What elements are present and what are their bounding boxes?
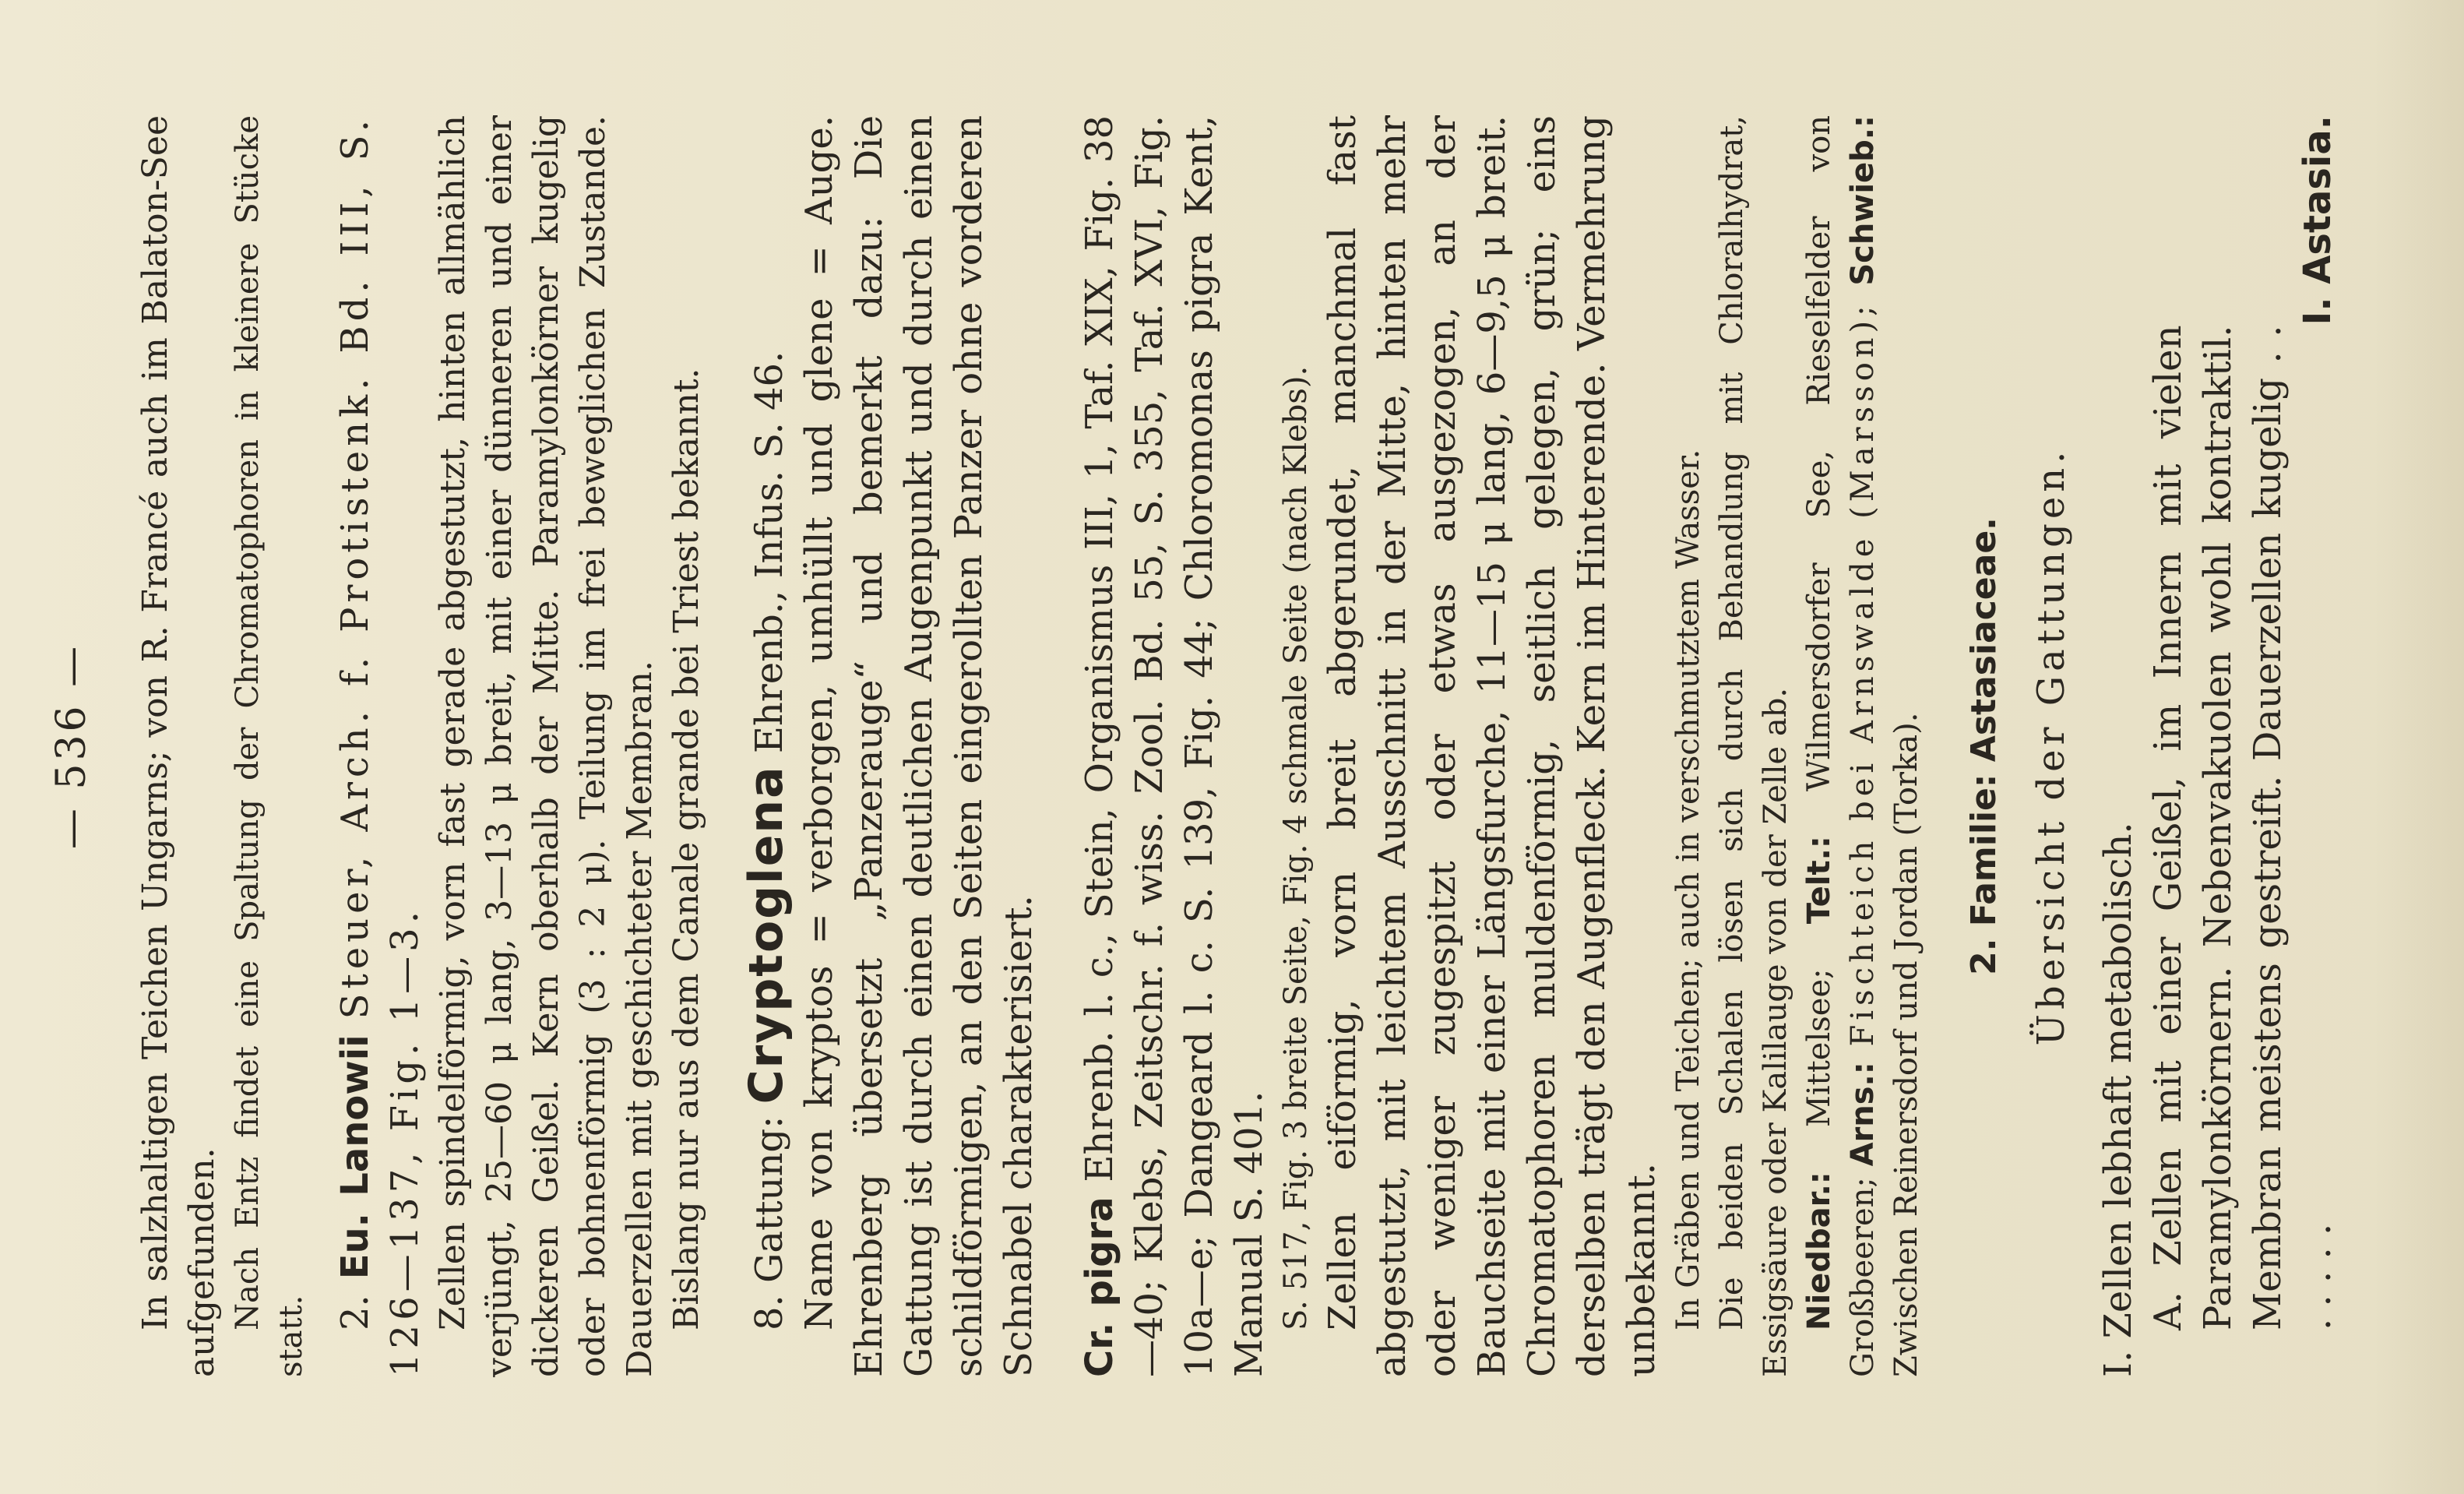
spacer: [710, 115, 741, 1377]
key-overview-heading: Übersicht der Gattungen.: [2029, 446, 2073, 1046]
species-reference: Ehrenb. l. c., Stein, Organismus III, 1, Taf. XIX, Fig. 38—40; Klebs, Zeitschr. f. wiss. Zool. Bd. 55, S. 355, Taf. XVI, Fig. 10a—e; Dangeard l. c. S. 139, Fig. 44; Chloromonas pigra Kent, Manual S. 401.: [1078, 115, 1271, 1377]
species-cr-pigra-figures: S. 517, Fig. 3 breite Seite, Fig. 4 schmale Seite (nach Klebs).: [1278, 365, 1314, 1330]
key-line-1: I. Zellen lebhaft metabolisch.: [2096, 822, 2140, 1377]
family-heading: 2. Familie: Astasiaceae.: [1964, 517, 2004, 975]
species-cr-pigra-description: Zellen eiförmig, vorn breit abgerundet, manchmal fast abgestutzt, mit leichtem Ausschnitt in der Mitte, hinten mehr oder weniger zugespitzt oder etwas ausgezogen, an der Bauchseite mit einer Längsfurche, 11—15 μ lang, 6—9,5 μ breit. Chromatophoren muldenförmig, seitlich gelegen, grün; eins derselben trägt den Augenfleck. Kern im Hinterende. Vermehrung unbekannt.: [1321, 115, 1663, 1377]
genus-authority: Ehrenb., Infus. S. 46.: [748, 351, 791, 754]
species-number: 2.: [333, 1295, 377, 1330]
species-name: Cr. pigra: [1078, 1196, 1121, 1377]
key-line-result: I. Astasia.: [2296, 115, 2339, 326]
locality-label: Arns.:: [1845, 1062, 1881, 1167]
spacer: [1928, 115, 1959, 1377]
species-eu-lanowii-distribution: Bislang nur aus dem Canale grande bei Triest bekannt.: [667, 368, 706, 1330]
genus-cryptoglena-heading: [741, 115, 794, 1377]
locality-text: Fischteich bei Arnswalde (Marsson);: [1845, 285, 1881, 1062]
genus-prefix: 8. Gattung:: [748, 1115, 791, 1330]
paragraph-chromatophore-note: Nach Entz findet eine Spaltung der Chromatophoren in kleinere Stücke statt.: [230, 115, 309, 1377]
species-cr-pigra-localities: [1797, 115, 1928, 1377]
genus-name: Cryptoglena: [739, 765, 794, 1105]
spacer: [2009, 115, 2026, 1377]
page-number: — 536 —: [48, 643, 95, 850]
spacer: [1044, 115, 1075, 1377]
species-name: Eu. Lanowii: [333, 1034, 377, 1280]
genus-cryptoglena-description: Name von kryptos = verborgen, umhüllt und glene = Auge. Ehrenberg übersetzt „Panzerauge“ und bemerkt dazu: Die Gattung ist durch einen deutlichen Augenpunkt und durch einen schildförmigen, an den Seiten eingerollten Panzer ohne vorderen Schnabel charakterisiert.: [797, 115, 1040, 1377]
key-line-2: [2143, 115, 2343, 1377]
species-eu-lanowii-heading: [330, 115, 430, 1377]
paragraph-habitat: In salzhaltigen Teichen Ungarns; von R. Francé auch im Balaton-See aufgefunden.: [136, 115, 222, 1377]
spacer: [2076, 115, 2093, 1377]
locality-label: Niedbar.:: [1801, 1172, 1837, 1330]
key-line-text: A. Zellen mit einer Geißel, im Innern mit vielen Paramylonkörnern. Nebenvakuolen wohl kontraktil. Membran meistens gestreift. Dauerzellen kugelig . . . . . . .: [2146, 325, 2339, 1330]
locality-label: Telt.:: [1801, 836, 1837, 925]
species-cr-pigra-habitat: In Gräben und Teichen; auch in verschmutztem Wasser.: [1670, 449, 1706, 1330]
page-text-block: [47, 115, 2343, 1377]
locality-text: Zwischen Reinersdorf und Jordan (Torka).: [1888, 712, 1924, 1377]
locality-text: Mittelsee;: [1801, 924, 1837, 1172]
locality-text: Wilmersdorfer See, Rieselfelder von Großbeeren;: [1801, 115, 1881, 1377]
species-cr-pigra-chemistry: Die beiden Schalen lösen sich durch Behandlung mit Chloralhydrat, Essigsäure oder Kalilauge von der Zelle ab.: [1714, 115, 1793, 1377]
species-cr-pigra-heading: [1075, 115, 1274, 1377]
locality-label: Schwieb.:: [1845, 115, 1881, 286]
species-reference: Steuer, Arch. f. Protistenk. Bd. III, S. 126—137, Fig. 1—3.: [333, 115, 427, 1377]
species-eu-lanowii-description: Zellen spindelförmig, vorn fast gerade abgestutzt, hinten allmählich verjüngt, 25—60 μ lang, 3—13 μ breit, mit einer dünneren und einer dickeren Geißel. Kern oberhalb der Mitte. Paramylonkörner kugelig oder bohnenförmig (3 : 2 μ). Teilung im frei beweglichen Zustande. Dauerzellen mit geschichteter Membran.: [433, 115, 660, 1377]
spacer: [313, 115, 330, 1377]
